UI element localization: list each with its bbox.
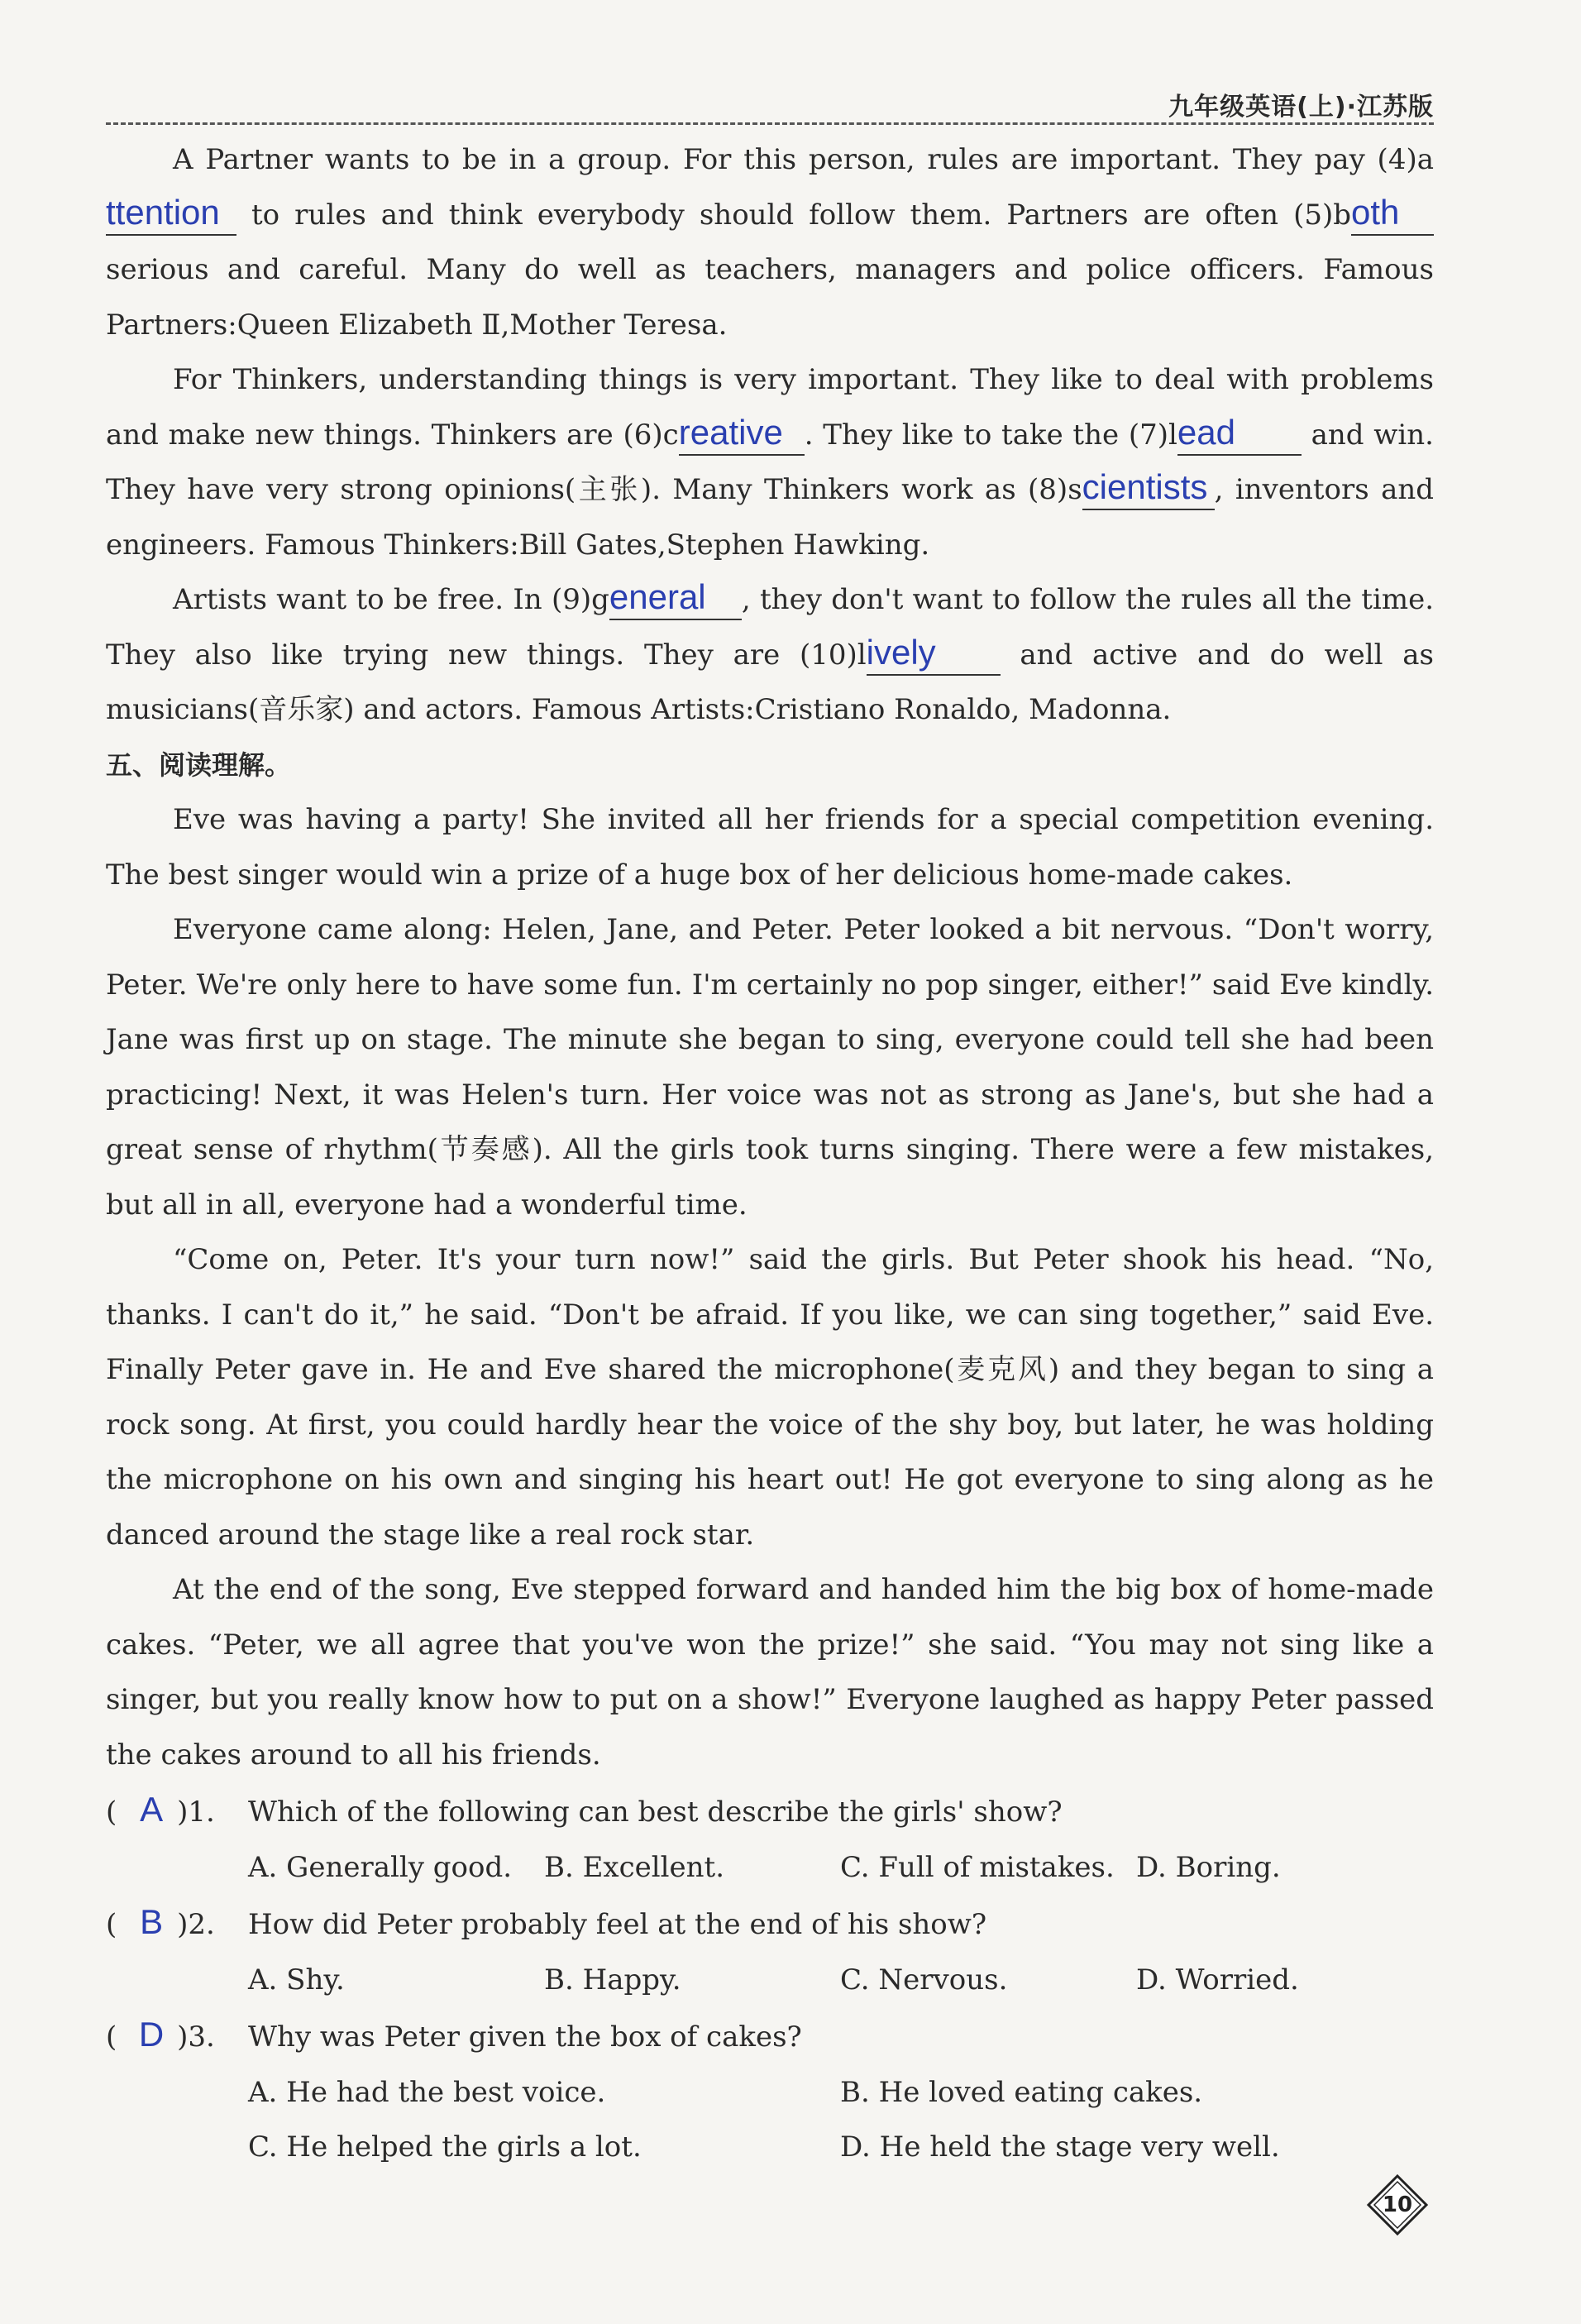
blank-10-answer: ively (866, 632, 936, 672)
question-number: )3. (177, 2020, 215, 2054)
reading-paragraph: “Come on, Peter. It's your turn now!” said the girls. But Peter shook his head. “No, thanks. I can't do it,” he said. “Don't be afraid. If you like, we can sing together,” said Eve. Finally Peter gave in. He and Eve shared the microphone(麦克风) and they began to sing a rock song. At first, you could hardly hear the voice of the shy boy, but later, he was holding the microphone on his own and singing his heart out! He got everyone to sing along as he danced around the stage like a real rock star. (106, 1243, 1434, 1552)
option-d[interactable]: D. Worried. (1136, 1963, 1299, 1996)
partner-text-3: serious and careful. Many do well as teachers, managers and police officers. Famous Partners:Queen Elizabeth Ⅱ,Mother Teresa. (106, 253, 1434, 342)
artist-text-1: Artists want to be free. In (9)g (173, 583, 609, 616)
blank-9[interactable] (609, 578, 742, 620)
artist-paragraph (106, 572, 1434, 738)
thinker-paragraph (106, 352, 1434, 572)
blank-5-answer: oth (1351, 192, 1400, 232)
question-3 (106, 2007, 1434, 2175)
blank-4[interactable] (106, 194, 236, 236)
blank-6[interactable] (679, 414, 805, 456)
header-divider (106, 122, 1434, 125)
option-d[interactable]: D. He held the stage very well. (840, 2130, 1280, 2164)
blank-5[interactable] (1351, 194, 1434, 236)
blank-10[interactable] (867, 634, 1001, 676)
blank-8-answer: cientists (1082, 467, 1208, 506)
option-b[interactable]: B. Happy. (544, 1963, 681, 1996)
page-number-badge (1366, 2173, 1429, 2236)
option-a[interactable]: A. Shy. (248, 1963, 345, 1996)
blank-9-answer: eneral (609, 577, 706, 616)
reading-paragraph: Eve was having a party! She invited all her friends for a special competition evening. The best singer would win a prize of a huge box of her delicious home-made cakes. (106, 803, 1434, 892)
section-title: 五、阅读理解。 (106, 748, 292, 781)
answer-mark: D (138, 2015, 165, 2054)
question-number: )2. (177, 1908, 215, 1941)
option-b[interactable]: B. Excellent. (544, 1850, 724, 1884)
artist-text-2: , they don't want to follow the rules all the time. They also like trying new things. They are (10)l (106, 583, 1434, 672)
thinker-text-2: . They like to take the (7)l (804, 418, 1177, 452)
answer-bracket[interactable]: ( A )1. (106, 1782, 248, 1840)
option-c[interactable]: C. Nervous. (840, 1963, 1008, 1996)
answer-mark: A (140, 1790, 164, 1829)
question-2 (106, 1895, 1434, 2007)
thinker-text-4: , inventors and engineers. Famous Thinkers:Bill Gates,Stephen Hawking. (106, 473, 1434, 562)
question-1 (106, 1782, 1434, 1895)
reading-paragraph: Everyone came along: Helen, Jane, and Peter. Peter looked a bit nervous. “Don't worry, Peter. We're only here to have some fun. I'm certainly no pop singer, either!” said Eve kindly. Jane was first up on stage. The minute she began to sing, everyone could tell she had been practicing! Next, it was Helen's turn. Her voice was not as strong as Jane's, but she had a great sense of rhythm(节奏感). All the girls took turns singing. There were a few mistakes, but all in all, everyone had a wonderful time. (106, 913, 1434, 1222)
blank-7[interactable] (1177, 414, 1302, 456)
blank-8[interactable] (1082, 468, 1215, 510)
option-b[interactable]: B. He loved eating cakes. (840, 2075, 1203, 2109)
question-text: Which of the following can best describe the girls' show? (248, 1796, 1063, 1829)
header-title: 九年级英语(上)·江苏版 (1168, 93, 1434, 122)
question-text: Why was Peter given the box of cakes? (248, 2020, 802, 2054)
blank-6-answer: reative (678, 412, 783, 452)
partner-text-2: to rules and think everybody should follow them. Partners are often (5)b (236, 198, 1351, 232)
thinker-text-3: and win. They have very strong opinions(主张). Many Thinkers work as (8)s (106, 418, 1434, 506)
option-d[interactable]: D. Boring. (1136, 1850, 1281, 1884)
answer-bracket[interactable]: ( B )2. (106, 1895, 248, 1953)
question-text: How did Peter probably feel at the end of his show? (248, 1908, 987, 1941)
artist-text-3: and active and do well as musicians(音乐家) and actors. Famous Artists:Cristiano Ronaldo, Madonna. (106, 638, 1434, 726)
answer-bracket[interactable]: ( D )3. (106, 2007, 248, 2065)
partner-paragraph (106, 132, 1434, 352)
blank-4-answer: ttention (106, 192, 220, 232)
option-c[interactable]: C. He helped the girls a lot. (248, 2130, 642, 2164)
page-number: 10 (1382, 2192, 1413, 2217)
reading-paragraph: At the end of the song, Eve stepped forward and handed him the big box of home-made cakes. “Peter, we all agree that you've won the prize!” she said. “You may not sing like a singer, but you really know how to put on a show!” Everyone laughed as happy Peter passed the cakes around to all his friends. (106, 1573, 1434, 1772)
option-a[interactable]: A. He had the best voice. (248, 2075, 606, 2109)
answer-mark: B (140, 1902, 164, 1941)
thinker-text-1: For Thinkers, understanding things is very important. They like to deal with problems and make new things. Thinkers are (6)c (106, 363, 1434, 452)
blank-7-answer: ead (1177, 412, 1235, 452)
partner-text-1: A Partner wants to be in a group. For this person, rules are important. They pay (4)a (173, 143, 1434, 176)
option-c[interactable]: C. Full of mistakes. (840, 1850, 1115, 1884)
question-number: )1. (177, 1796, 215, 1829)
page-content (106, 132, 1434, 2175)
option-a[interactable]: A. Generally good. (248, 1850, 513, 1884)
